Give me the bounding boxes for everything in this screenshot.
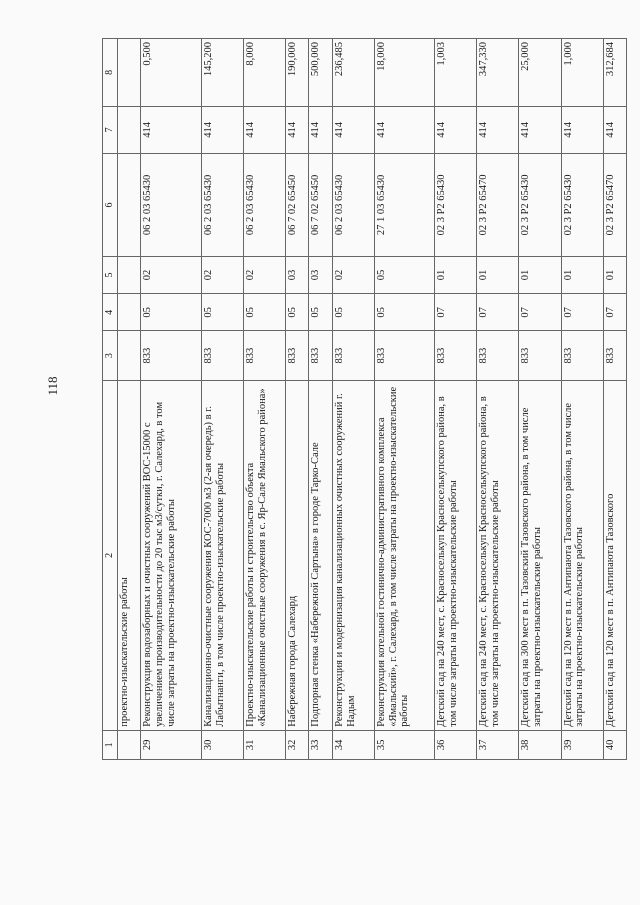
table-cell-6: 06 7 02 65450 <box>309 154 332 257</box>
table-cell-5: 01 <box>435 256 477 293</box>
header-cell: 5 <box>103 256 118 293</box>
table-cell-4: 07 <box>561 294 603 331</box>
table-cell-8: 0,500 <box>141 39 202 107</box>
header-row <box>103 39 118 760</box>
table-cell-1: 37 <box>477 730 519 759</box>
table-cell-5: 03 <box>286 256 309 293</box>
table-cell-3: 833 <box>561 331 603 380</box>
table-row <box>374 39 435 760</box>
table-cell-5: 02 <box>332 256 374 293</box>
table-row <box>561 39 603 760</box>
table-row <box>141 39 202 760</box>
table-cell-7: 414 <box>309 106 332 153</box>
table-cell-3: 833 <box>202 331 244 380</box>
table-cell-5: 01 <box>477 256 519 293</box>
table-cell-4: 05 <box>332 294 374 331</box>
table-row <box>118 39 141 760</box>
table-cell-8 <box>118 39 141 107</box>
table-cell-8: 312,684 <box>603 39 626 107</box>
table-cell-7: 414 <box>374 106 435 153</box>
table-cell-6: 06 7 02 65450 <box>286 154 309 257</box>
table-cell-1: 30 <box>202 730 244 759</box>
table-cell-2: Набережная города Салехард <box>286 380 309 730</box>
table-cell-4: 05 <box>244 294 286 331</box>
table-cell-7: 414 <box>332 106 374 153</box>
table-cell-5: 01 <box>603 256 626 293</box>
table-cell-8: 8,000 <box>244 39 286 107</box>
table-row <box>435 39 477 760</box>
header-cell: 6 <box>103 154 118 257</box>
table-cell-4 <box>118 294 141 331</box>
table-cell-6: 02 3 P2 65430 <box>561 154 603 257</box>
table-cell-8: 1,003 <box>435 39 477 107</box>
table-cell-8: 145,200 <box>202 39 244 107</box>
header-cell: 3 <box>103 331 118 380</box>
table-row <box>309 39 332 760</box>
header-cell: 7 <box>103 106 118 153</box>
table-cell-2: Реконструкция водозаборных и очистных сооружений ВОС-15000 с увеличением производительности до 20 тыс м3/сутки, г. Салехард, в том числе затраты на проектно-изыскательские работы <box>141 380 202 730</box>
table-cell-8: 25,000 <box>519 39 561 107</box>
table-cell-6: 02 3 P2 65470 <box>603 154 626 257</box>
table-row <box>477 39 519 760</box>
table-cell-8: 347,330 <box>477 39 519 107</box>
table-cell-2: проектно-изыскательские работы <box>118 380 141 730</box>
table-cell-3: 833 <box>519 331 561 380</box>
header-cell: 1 <box>103 730 118 759</box>
table-cell-1: 33 <box>309 730 332 759</box>
table-cell-8: 190,000 <box>286 39 309 107</box>
table-cell-5: 01 <box>519 256 561 293</box>
table-cell-7: 414 <box>519 106 561 153</box>
table-cell-5: 03 <box>309 256 332 293</box>
table-cell-1: 32 <box>286 730 309 759</box>
table-row <box>202 39 244 760</box>
table-cell-2: Детский сад на 240 мест, с. Красноселькуп Красноселькупского района, в том числе затраты на проектно-изыскательские работы <box>435 380 477 730</box>
table-cell-3: 833 <box>435 331 477 380</box>
table-cell-4: 05 <box>141 294 202 331</box>
table-cell-4: 07 <box>519 294 561 331</box>
table-cell-6: 06 2 03 65430 <box>244 154 286 257</box>
table-cell-2: Детский сад на 120 мест в п. Антипаюта Тазовского <box>603 380 626 730</box>
table-row <box>603 39 626 760</box>
table-cell-5: 02 <box>244 256 286 293</box>
table-cell-3: 833 <box>309 331 332 380</box>
table-cell-3: 833 <box>286 331 309 380</box>
table-cell-1: 40 <box>603 730 626 759</box>
table-cell-1: 39 <box>561 730 603 759</box>
table-cell-1: 36 <box>435 730 477 759</box>
table-cell-1: 38 <box>519 730 561 759</box>
table-cell-8: 500,000 <box>309 39 332 107</box>
table-cell-2: Подпорная стенка «Набережной Сартына» в городе Тарко-Сале <box>309 380 332 730</box>
table-cell-8: 18,000 <box>374 39 435 107</box>
table-cell-7: 414 <box>244 106 286 153</box>
table-cell-3: 833 <box>332 331 374 380</box>
table-cell-4: 07 <box>603 294 626 331</box>
table-cell-6: 02 3 P2 65470 <box>477 154 519 257</box>
table-cell-3: 833 <box>603 331 626 380</box>
table-cell-5: 01 <box>561 256 603 293</box>
table-cell-5 <box>118 256 141 293</box>
table-cell-5: 05 <box>374 256 435 293</box>
table-cell-6: 06 2 03 65430 <box>332 154 374 257</box>
table-cell-2: Детский сад на 120 мест в п. Антипаюта Тазовского района, в том числе затраты на проектно-изыскательские работы <box>561 380 603 730</box>
table-cell-1 <box>118 730 141 759</box>
table-cell-1: 35 <box>374 730 435 759</box>
table-cell-3: 833 <box>477 331 519 380</box>
table-row <box>519 39 561 760</box>
table-cell-2: Реконструкция и модернизация канализационных очистных сооружений г. Надым <box>332 380 374 730</box>
table-cell-4: 07 <box>477 294 519 331</box>
table-cell-4: 07 <box>435 294 477 331</box>
table-cell-6: 06 2 03 65430 <box>202 154 244 257</box>
table-cell-7: 414 <box>603 106 626 153</box>
table-cell-6: 02 3 P2 65430 <box>519 154 561 257</box>
table-cell-8: 1,000 <box>561 39 603 107</box>
table-row <box>286 39 309 760</box>
table-cell-6: 02 3 P2 65430 <box>435 154 477 257</box>
table-cell-6 <box>118 154 141 257</box>
table-cell-3: 833 <box>244 331 286 380</box>
table-cell-4: 05 <box>374 294 435 331</box>
table-cell-5: 02 <box>141 256 202 293</box>
table-cell-7: 414 <box>477 106 519 153</box>
table-cell-2: Реконструкция котельной гостинично-административного комплекса «Ямальский», г. Салехард, в том числе затраты на проектно-изыскательские работы <box>374 380 435 730</box>
table-cell-7: 414 <box>286 106 309 153</box>
header-cell: 8 <box>103 39 118 107</box>
table-row <box>332 39 374 760</box>
table-cell-2: Детский сад на 240 мест, с. Красноселькуп Красноселькупского района, в том числе затраты на проектно-изыскательские работы <box>477 380 519 730</box>
table-cell-3 <box>118 331 141 380</box>
page-number: 118 <box>45 376 60 396</box>
table-cell-7: 414 <box>202 106 244 153</box>
table-cell-4: 05 <box>286 294 309 331</box>
table-cell-3: 833 <box>141 331 202 380</box>
table-cell-1: 31 <box>244 730 286 759</box>
table-cell-2: Проектно-изыскательские работы и строительство объекта «Канализационные очистные сооружения в с. Яр-Сале Ямальского района» <box>244 380 286 730</box>
table-cell-4: 05 <box>309 294 332 331</box>
table-cell-8: 236,485 <box>332 39 374 107</box>
table-cell-7: 414 <box>141 106 202 153</box>
table-cell-2: Канализационно-очистные сооружения КОС-7000 м3 (2-ая очередь) в г. Лабытнанги, в том числе проектно-изыскательские работы <box>202 380 244 730</box>
table-cell-4: 05 <box>202 294 244 331</box>
table-row <box>244 39 286 760</box>
table-cell-6: 06 2 03 65430 <box>141 154 202 257</box>
table-cell-3: 833 <box>374 331 435 380</box>
header-cell: 2 <box>103 380 118 730</box>
table-cell-2: Детский сад на 300 мест в п. Тазовский Тазовского района, в том числе затраты на проектно-изыскательские работы <box>519 380 561 730</box>
header-cell: 4 <box>103 294 118 331</box>
table-cell-7: 414 <box>435 106 477 153</box>
budget-table-container <box>102 38 627 760</box>
table-cell-1: 29 <box>141 730 202 759</box>
budget-table <box>102 38 627 760</box>
table-cell-6: 27 1 03 65430 <box>374 154 435 257</box>
table-cell-5: 02 <box>202 256 244 293</box>
table-cell-7: 414 <box>561 106 603 153</box>
table-cell-1: 34 <box>332 730 374 759</box>
table-cell-7 <box>118 106 141 153</box>
